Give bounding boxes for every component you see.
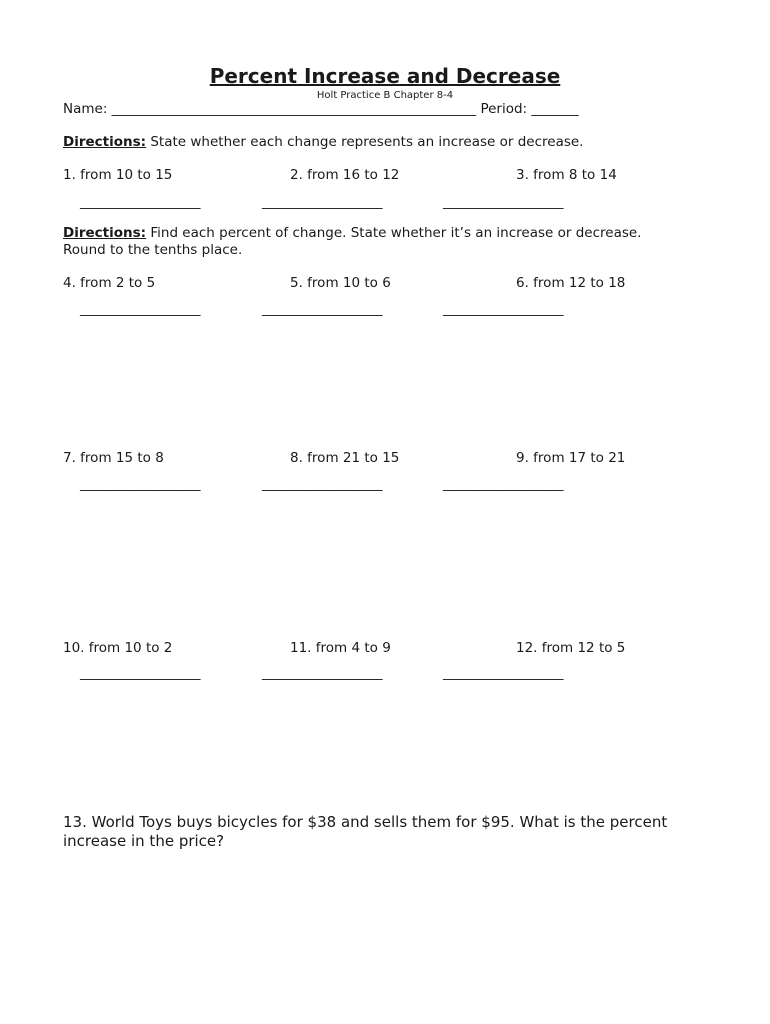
answer-blank-2[interactable]: ____________________ xyxy=(262,195,382,210)
answer-blank-4[interactable]: ____________________ xyxy=(80,302,200,317)
problem-1: 1. from 10 to 15 xyxy=(63,167,173,183)
answer-blank-1[interactable]: ____________________ xyxy=(80,195,200,210)
answer-blank-12[interactable]: ____________________ xyxy=(443,666,563,681)
answer-blank-8[interactable]: ____________________ xyxy=(262,477,382,492)
directions-1 xyxy=(63,134,583,150)
worksheet-title: Percent Increase and Decrease xyxy=(209,64,561,88)
answer-blank-6[interactable]: ____________________ xyxy=(443,302,563,317)
problem-4: 4. from 2 to 5 xyxy=(63,275,156,291)
directions-2 xyxy=(63,225,641,241)
answer-blank-3[interactable]: ____________________ xyxy=(443,195,563,210)
word-problem-13: 13. World Toys buys bicycles for $38 and sells them for $95. What is the percent increase in the price? xyxy=(63,813,668,850)
name-period-line: Name: ______________________________________________________ Period: _______ xyxy=(63,101,579,117)
directions-2-line-2: Round to the tenths place. xyxy=(63,242,243,258)
answer-blank-7[interactable]: ____________________ xyxy=(80,477,200,492)
worksheet-subtitle: Holt Practice B Chapter 8-4 xyxy=(316,90,454,101)
problem-9: 9. from 17 to 21 xyxy=(516,450,626,466)
answer-blank-10[interactable]: ____________________ xyxy=(80,666,200,681)
directions-label: Directions: xyxy=(63,134,147,150)
problem-5: 5. from 10 to 6 xyxy=(290,275,391,291)
directions-text: State whether each change represents an increase or decrease. xyxy=(146,134,584,150)
answer-blank-5[interactable]: ____________________ xyxy=(262,302,382,317)
answer-blank-9[interactable]: ____________________ xyxy=(443,477,563,492)
problem-11: 11. from 4 to 9 xyxy=(290,640,391,656)
problem-2: 2. from 16 to 12 xyxy=(290,167,400,183)
directions-label: Directions: xyxy=(63,225,147,241)
problem-10: 10. from 10 to 2 xyxy=(63,640,173,656)
problem-8: 8. from 21 to 15 xyxy=(290,450,400,466)
problem-3: 3. from 8 to 14 xyxy=(516,167,617,183)
problem-7: 7. from 15 to 8 xyxy=(63,450,164,466)
problem-6: 6. from 12 to 18 xyxy=(516,275,626,291)
answer-blank-11[interactable]: ____________________ xyxy=(262,666,382,681)
problem-12: 12. from 12 to 5 xyxy=(516,640,626,656)
directions-text: Find each percent of change. State whether it’s an increase or decrease. xyxy=(146,225,642,241)
